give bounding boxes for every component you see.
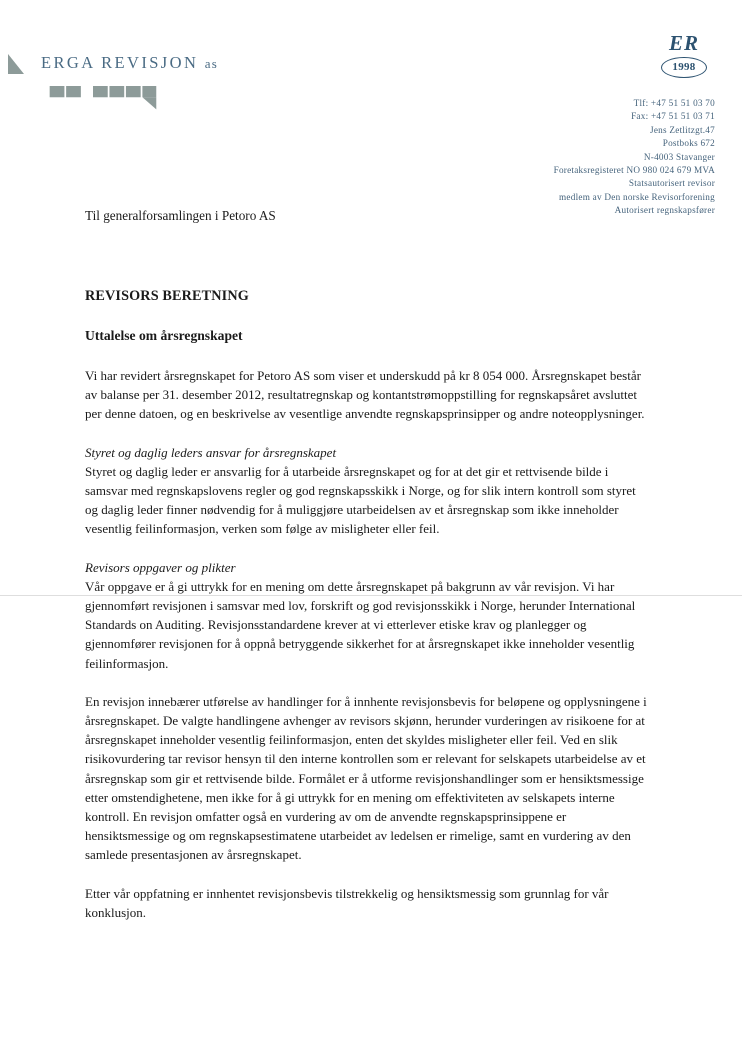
scan-artifact-line — [0, 595, 742, 596]
contact-line-phone: Tlf: +47 51 51 03 70 — [633, 98, 715, 108]
company-logo — [8, 52, 348, 74]
contact-line-pobox: Postboks 672 — [662, 138, 715, 149]
section-body-auditor-responsibility: Vår oppgave er å gi uttrykk for en mening om dette årsregnskapet på bakgrunn av vår revisjon. Vi har gjennomført revisjonen i samsvar med lov, forskrift og god revisjonsskikk i Norge, herunder International Standards on Auditing. Revisjonsstandardene krever at vi etterlever etiske krav og planlegger og gjennomfører revisjonen for å oppnå betryggende sikkerhet for at årsregnskapet ikke inneholder vesentlig feilinformasjon. — [85, 578, 636, 671]
logo-blocks-graphic — [41, 86, 171, 112]
contact-line-fax: Fax: +47 51 51 03 71 — [631, 111, 715, 122]
company-name-row — [8, 52, 348, 74]
section-auditor-responsibility — [85, 558, 648, 673]
contact-line-org-no: Foretaksregisteret NO 980 024 679 MVA — [553, 165, 715, 176]
contact-line-street: Jens Zetlitzgt.47 — [650, 124, 715, 135]
company-name-main: ERGA REVISJON — [41, 53, 199, 72]
page-title: REVISORS BERETNING — [85, 288, 249, 304]
paragraph-intro: Vi har revidert årsregnskapet for Petoro AS som viser et underskudd på kr 8 054 000. Årsregnskapet består av balanse per 31. desember 2012, resultatregnskap og kontantstrømoppstilling for regnskapsåret avsluttet per denne datoen, og en beskrivelse av vesentlige anvendte regnskapsprinsipper og andre noteopplysninger. — [85, 368, 645, 422]
triangle-marker-icon — [8, 54, 25, 74]
contact-line-auth: Autorisert regnskapsfører — [614, 205, 715, 216]
contact-line-member: medlem av Den norske Revisorforening — [559, 191, 715, 202]
document-subtitle: Uttalelse om årsregnskapet — [85, 328, 243, 343]
addressee-line: Til generalforsamlingen i Petoro AS — [85, 208, 276, 223]
er-emblem-year: 1998 — [672, 61, 696, 73]
contact-line-title: Statsautorisert revisor — [628, 178, 715, 189]
er-emblem-letters: ER — [668, 31, 699, 55]
company-name — [41, 53, 218, 73]
document-body — [85, 207, 648, 941]
er-emblem — [653, 33, 715, 78]
section-management-responsibility — [85, 443, 648, 539]
er-emblem-oval — [661, 57, 707, 78]
contact-line-city: N-4003 Stavanger — [643, 151, 715, 162]
company-name-suffix: as — [204, 56, 219, 71]
paragraph-conclusion-basis: Etter vår oppfatning er innhentet revisjonsbevis tilstrekkelig og hensiktsmessig som grunnlag for vår konklusjon. — [85, 885, 609, 920]
paragraph-audit-procedures: En revisjon innebærer utførelse av handlinger for å innhente revisjonsbevis for beløpene og opplysningene i årsregnskapet. De valgte handlingene avhenger av revisors skjønn, herunder vurderingen av risikoene for at årsregnskapet inneholder vesentlig feilinformasjon, enten det skyldes misligheter eller feil. Ved en slik risikovurdering tar revisor hensyn til den interne kontrollen som er relevant for selskapets utarbeidelse av et årsregnskap som gir et rettvisende bilde. Formålet er å utforme revisjonshandlinger som er hensiktsmessige etter omstendighetene, men ikke for å gi uttrykk for en mening om effektiviteten av selskapets interne kontroll. En revisjon omfatter også en vurdering av om de anvendte regnskapsprinsippene er hensiktsmessige og om regnskapsestimatene utarbeidet av ledelsen er rimelige, samt en vurdering av den samlede presentasjonen av årsregnskapet. — [85, 693, 647, 863]
section-heading-auditor-responsibility: Revisors oppgaver og plikter — [85, 559, 236, 575]
contact-details — [554, 97, 715, 218]
section-heading-management-responsibility: Styret og daglig leders ansvar for årsregnskapet — [85, 444, 337, 460]
letterhead — [0, 0, 742, 240]
section-body-management-responsibility: Styret og daglig leder er ansvarlig for å utarbeide årsregnskapet og for at det gir et rettvisende bilde i samsvar med regnskapslovens regler og god regnskapsskikk i Norge, og for slik intern kontroll som styret og daglig leder finner nødvendig for å muliggjøre utarbeidelsen av et årsregnskap som ikke inneholder vesentlig feilinformasjon, verken som følge av misligheter eller feil. — [85, 463, 636, 537]
